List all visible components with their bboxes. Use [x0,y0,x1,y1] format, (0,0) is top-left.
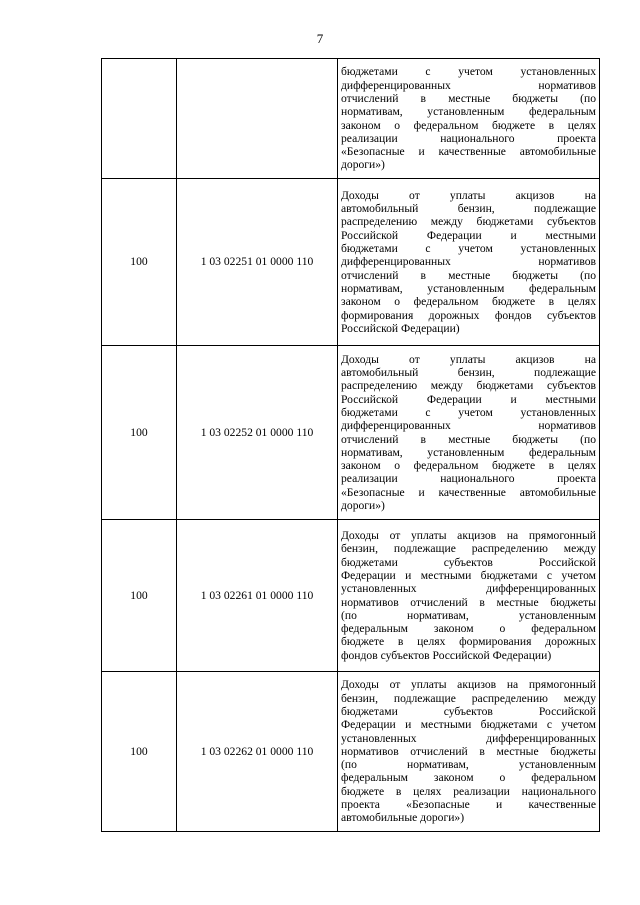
description-line: установленных дифференцированных [341,582,596,596]
description-line: Доходы от уплаты акцизов на прямогонный [341,678,596,692]
description-cell [338,179,600,346]
description-cell [338,520,600,672]
description-line: нормативов отчислений в местные бюджеты [341,595,596,609]
description-line: отчислений в местные бюджеты (по [341,432,596,446]
description-line: бюджетами субъектов Российской [341,555,596,569]
description-cell [338,346,600,520]
description-line: бюджете в целях реализации национального [341,784,596,798]
description-line: Российской Федерации) [341,321,460,335]
description-line: бюджетами с учетом установленных [341,65,596,79]
description-line: бензин, подлежащие распределению между [341,542,596,556]
description-line: реализации национального проекта [341,131,596,145]
budget-classification-code-cell: 1 03 02252 01 0000 110 [177,346,338,520]
description-line: формирования дорожных фондов субъектов [341,308,596,322]
table-row [102,672,600,832]
description-line: законом о федеральном бюджете в целях [341,118,596,132]
description-line: Доходы от уплаты акцизов на [341,352,596,366]
description-line: автомобильные дороги») [341,811,465,825]
budget-classification-code-cell [177,59,338,179]
description-line: нормативам, установленным федеральным [341,281,596,295]
description-line: (по нормативам, установленным [341,758,596,772]
table-row [102,59,600,179]
description-line: проекта «Безопасные и качественные [341,798,596,812]
description-line: Российской Федерации и местными [341,228,596,242]
page-number: 7 [316,31,324,46]
description-line: «Безопасные и качественные автомобильные [341,485,596,499]
description-line: автомобильный бензин, подлежащие [341,202,596,216]
description-line: отчислений в местные бюджеты (по [341,268,596,282]
description-line: Федерации и местными бюджетами с учетом [341,718,596,732]
description-line: дороги») [341,498,385,512]
description-line: реализации национального проекта [341,472,596,486]
description-line: дифференцированных нормативов [341,419,596,433]
description-line: автомобильный бензин, подлежащие [341,366,596,380]
description-line: распределению между бюджетами субъектов [341,215,596,229]
description-line: «Безопасные и качественные автомобильные [341,145,596,159]
description-cell [338,672,600,832]
description-line: Российской Федерации и местными [341,392,596,406]
description-line: бюджетами с учетом установленных [341,405,596,419]
description-line: Доходы от уплаты акцизов на [341,188,596,202]
table-row [102,346,600,520]
description-line: дороги») [341,158,385,172]
budget-classification-code-cell: 1 03 02262 01 0000 110 [177,672,338,832]
description-cell [338,59,600,179]
description-line: (по нормативам, установленным [341,608,596,622]
description-line: дифференцированных нормативов [341,78,596,92]
description-line: установленных дифференцированных [341,731,596,745]
description-line: законом о федеральном бюджете в целях [341,295,596,309]
table-row [102,520,600,672]
description-line: бюджете в целях формирования дорожных [341,635,596,649]
description-line: отчислений в местные бюджеты (по [341,91,596,105]
description-line: федеральным законом о федеральном [341,771,596,785]
revenue-codes-table [101,58,600,832]
description-line: бюджетами субъектов Российской [341,704,596,718]
description-line: бюджетами с учетом установленных [341,242,596,256]
description-line: дифференцированных нормативов [341,255,596,269]
admin-code-cell: 100 [102,672,177,832]
table-row [102,179,600,346]
description-line: распределению между бюджетами субъектов [341,379,596,393]
description-line: бензин, подлежащие распределению между [341,691,596,705]
description-line: законом о федеральном бюджете в целях [341,459,596,473]
admin-code-cell: 100 [102,520,177,672]
description-line: федеральным законом о федеральном [341,622,596,636]
admin-code-cell [102,59,177,179]
table-body [102,59,600,832]
description-line: нормативов отчислений в местные бюджеты [341,744,596,758]
description-line: фондов субъектов Российской Федерации) [341,648,552,662]
description-line: Федерации и местными бюджетами с учетом [341,568,596,582]
budget-classification-code-cell: 1 03 02261 01 0000 110 [177,520,338,672]
admin-code-cell: 100 [102,179,177,346]
budget-classification-code-cell: 1 03 02251 01 0000 110 [177,179,338,346]
description-line: нормативам, установленным федеральным [341,445,596,459]
description-line: нормативам, установленным федеральным [341,105,596,119]
admin-code-cell: 100 [102,346,177,520]
description-line: Доходы от уплаты акцизов на прямогонный [341,529,596,543]
